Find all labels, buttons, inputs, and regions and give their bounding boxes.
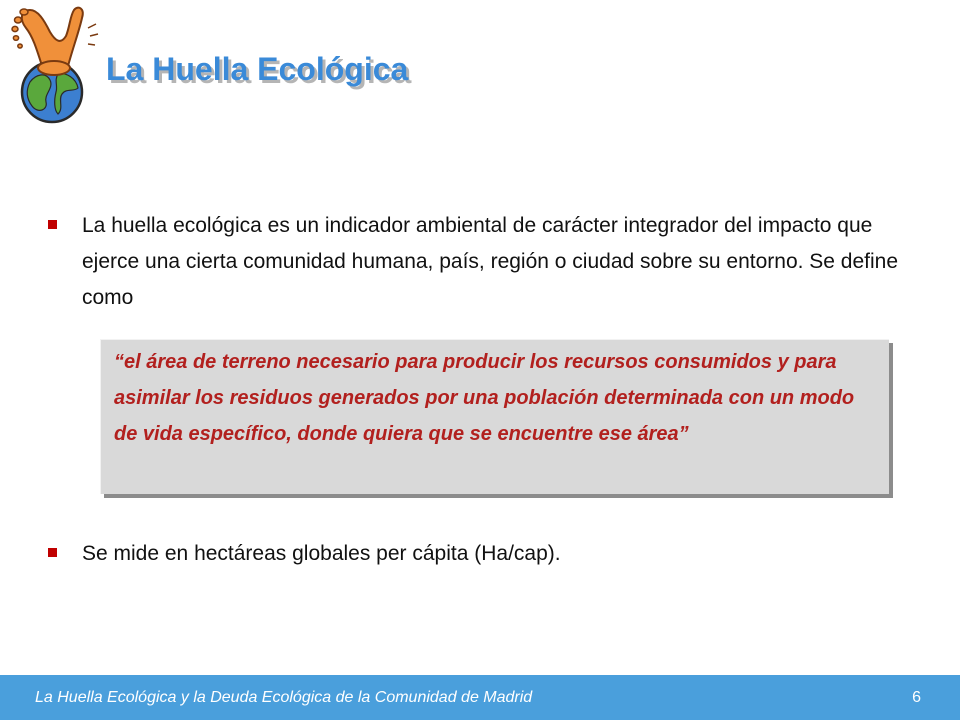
- bullet-item: [48, 536, 908, 572]
- bullet-item: [48, 208, 908, 316]
- globe-footprint-icon: [4, 2, 100, 126]
- bullet-text: La huella ecológica es un indicador ambiental de carácter integrador del impacto que ejerce una cierta comunidad humana, país, región o ciudad sobre su entorno. Se define como: [82, 214, 899, 309]
- footer-bar: [0, 675, 960, 720]
- bullet-text: Se mide en hectáreas globales per cápita (Ha/cap).: [82, 542, 561, 565]
- footer-text: La Huella Ecológica y la Deuda Ecológica de la Comunidad de Madrid: [35, 689, 533, 706]
- slide-title: La Huella Ecológica: [106, 51, 409, 87]
- page-number: 6: [912, 689, 921, 706]
- definition-quote-box: [100, 339, 889, 494]
- bullet-marker-icon: [48, 220, 57, 229]
- definition-quote: “el área de terreno necesario para producir los recursos consumidos y para asimilar los residuos generados por una población determinada con un modo de vida específico, donde quiera que se encuentre ese área”: [114, 351, 855, 445]
- bullet-marker-icon: [48, 548, 57, 557]
